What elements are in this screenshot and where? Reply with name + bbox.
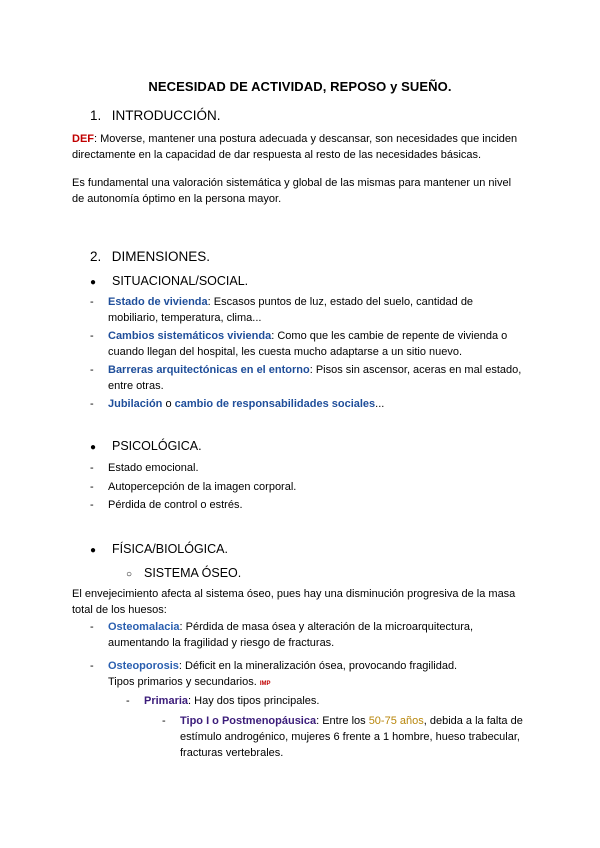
def-text-line1: : Moverse, mantener una postura adecuada y descansar, son necesidades que inciden: [94, 133, 518, 145]
list-item: [90, 328, 528, 360]
bullet-icon: ●: [90, 277, 97, 288]
dash-marker: -: [90, 296, 94, 308]
dash-marker: -: [90, 621, 94, 633]
sub-subsection-sistema-oseo: [126, 566, 241, 580]
item-text: : Escasos puntos de luz, estado del suelo, cantidad de: [207, 296, 474, 308]
section-title: INTRODUCCIÓN.: [111, 108, 221, 123]
subsection-situacional: [90, 274, 248, 288]
item-label: Estado de vivienda: [108, 296, 208, 308]
section-title: DIMENSIONES.: [111, 249, 211, 264]
list-item: [90, 479, 528, 495]
paragraph-line2: total de los huesos:: [72, 604, 167, 616]
definition-paragraph: [72, 131, 528, 163]
sub-subsection-title: SISTEMA ÓSEO.: [144, 566, 242, 580]
intro-paragraph-line2: de autonomía óptimo en la persona mayor.: [72, 193, 282, 205]
list-item: [90, 497, 528, 513]
item-label: Osteomalacia: [108, 621, 180, 633]
item-text: : Hay dos tipos principales.: [188, 695, 320, 707]
subsection-title: FÍSICA/BIOLÓGICA.: [112, 542, 228, 556]
section-heading-introduccion: [90, 108, 221, 123]
page-title: NECESIDAD DE ACTIVIDAD, REPOSO y SUEÑO.: [148, 79, 452, 94]
dash-marker: -: [90, 481, 94, 493]
subsection-title: PSICOLÓGICA.: [112, 439, 202, 453]
item-text-line3: fracturas vertebrales.: [180, 747, 284, 759]
item-label: Cambios sistemáticos vivienda: [108, 330, 272, 342]
item-text: Pérdida de control o estrés.: [108, 499, 243, 511]
item-text: Estado emocional.: [108, 462, 199, 474]
imp-badge: IMP: [259, 681, 271, 687]
dash-marker: -: [90, 364, 94, 376]
item-text: ...: [375, 398, 385, 410]
list-item-osteomalacia: [90, 619, 528, 651]
age-range: 50-75 años: [368, 715, 424, 727]
item-label: Primaria: [144, 695, 189, 707]
item-text-line2: mobiliario, temperatura, clima...: [108, 312, 262, 324]
item-text-line2: entre otras.: [108, 380, 164, 392]
subsection-title: SITUACIONAL/SOCIAL.: [112, 274, 249, 288]
item-text-line2: aumentando la fragilidad y riesgo de fracturas.: [108, 637, 335, 649]
item-label: Barreras arquitectónicas en el entorno: [108, 364, 310, 376]
item-text: Autopercepción de la imagen corporal.: [108, 481, 297, 493]
circle-bullet-icon: ○: [126, 569, 133, 580]
list-item: [90, 362, 528, 394]
intro-paragraph-line1: Es fundamental una valoración sistemática y global de las mismas para mantener un nivel: [72, 177, 512, 189]
section-heading-dimensiones: [90, 249, 210, 264]
item-label: Osteoporosis: [108, 660, 179, 672]
intro-paragraph: [72, 175, 528, 207]
item-text: : Pisos sin ascensor, aceras en mal estado,: [309, 364, 522, 376]
def-text-line2: directamente en la capacidad de dar respuesta al resto de las necesidades básicas.: [72, 149, 482, 161]
subsection-psicologica: [90, 439, 202, 453]
item-text: : Déficit en la mineralización ósea, provocando fragilidad.: [178, 660, 458, 672]
fisica-intro-paragraph: [72, 586, 528, 618]
bullet-icon: ●: [90, 545, 97, 556]
item-text: o: [162, 398, 175, 410]
list-item-tipo1: [162, 713, 528, 761]
item-text: , debida a la falta de: [423, 715, 523, 727]
item-label: cambio de responsabilidades sociales: [174, 398, 376, 410]
list-item: [90, 294, 528, 326]
list-item: [90, 460, 528, 476]
bullet-icon: ●: [90, 442, 97, 453]
dash-marker: -: [126, 695, 130, 707]
dash-marker: -: [90, 660, 94, 672]
item-text: : Como que les cambie de repente de vivienda o: [271, 330, 508, 342]
list-item-primaria: [126, 693, 528, 709]
item-text-line2: cuando llegan del hospital, les cuesta mucho adaptarse a un sitio nuevo.: [108, 346, 463, 358]
dash-marker: -: [162, 715, 166, 727]
dash-marker: -: [90, 499, 94, 511]
item-text-line2: estímulo androgénico, mujeres 6 frente a 1 hombre, hueso trabecular,: [180, 731, 520, 743]
dash-marker: -: [90, 330, 94, 342]
item-text: : Entre los: [316, 715, 369, 727]
list-item-osteoporosis: [90, 658, 528, 690]
item-text-line2: Tipos primarios y secundarios.: [108, 676, 257, 688]
list-item: [90, 396, 528, 412]
item-text: : Pérdida de masa ósea y alteración de la microarquitectura,: [179, 621, 474, 633]
section-number: 1.: [90, 108, 102, 123]
def-label: DEF: [72, 133, 94, 145]
item-label: Tipo I o Postmenopáusica: [180, 715, 317, 727]
item-label: Jubilación: [108, 398, 163, 410]
paragraph-line1: El envejecimiento afecta al sistema óseo, pues hay una disminución progresiva de la masa: [72, 588, 516, 600]
dash-marker: -: [90, 462, 94, 474]
subsection-fisica: [90, 542, 228, 556]
section-number: 2.: [90, 249, 102, 264]
dash-marker: -: [90, 398, 94, 410]
